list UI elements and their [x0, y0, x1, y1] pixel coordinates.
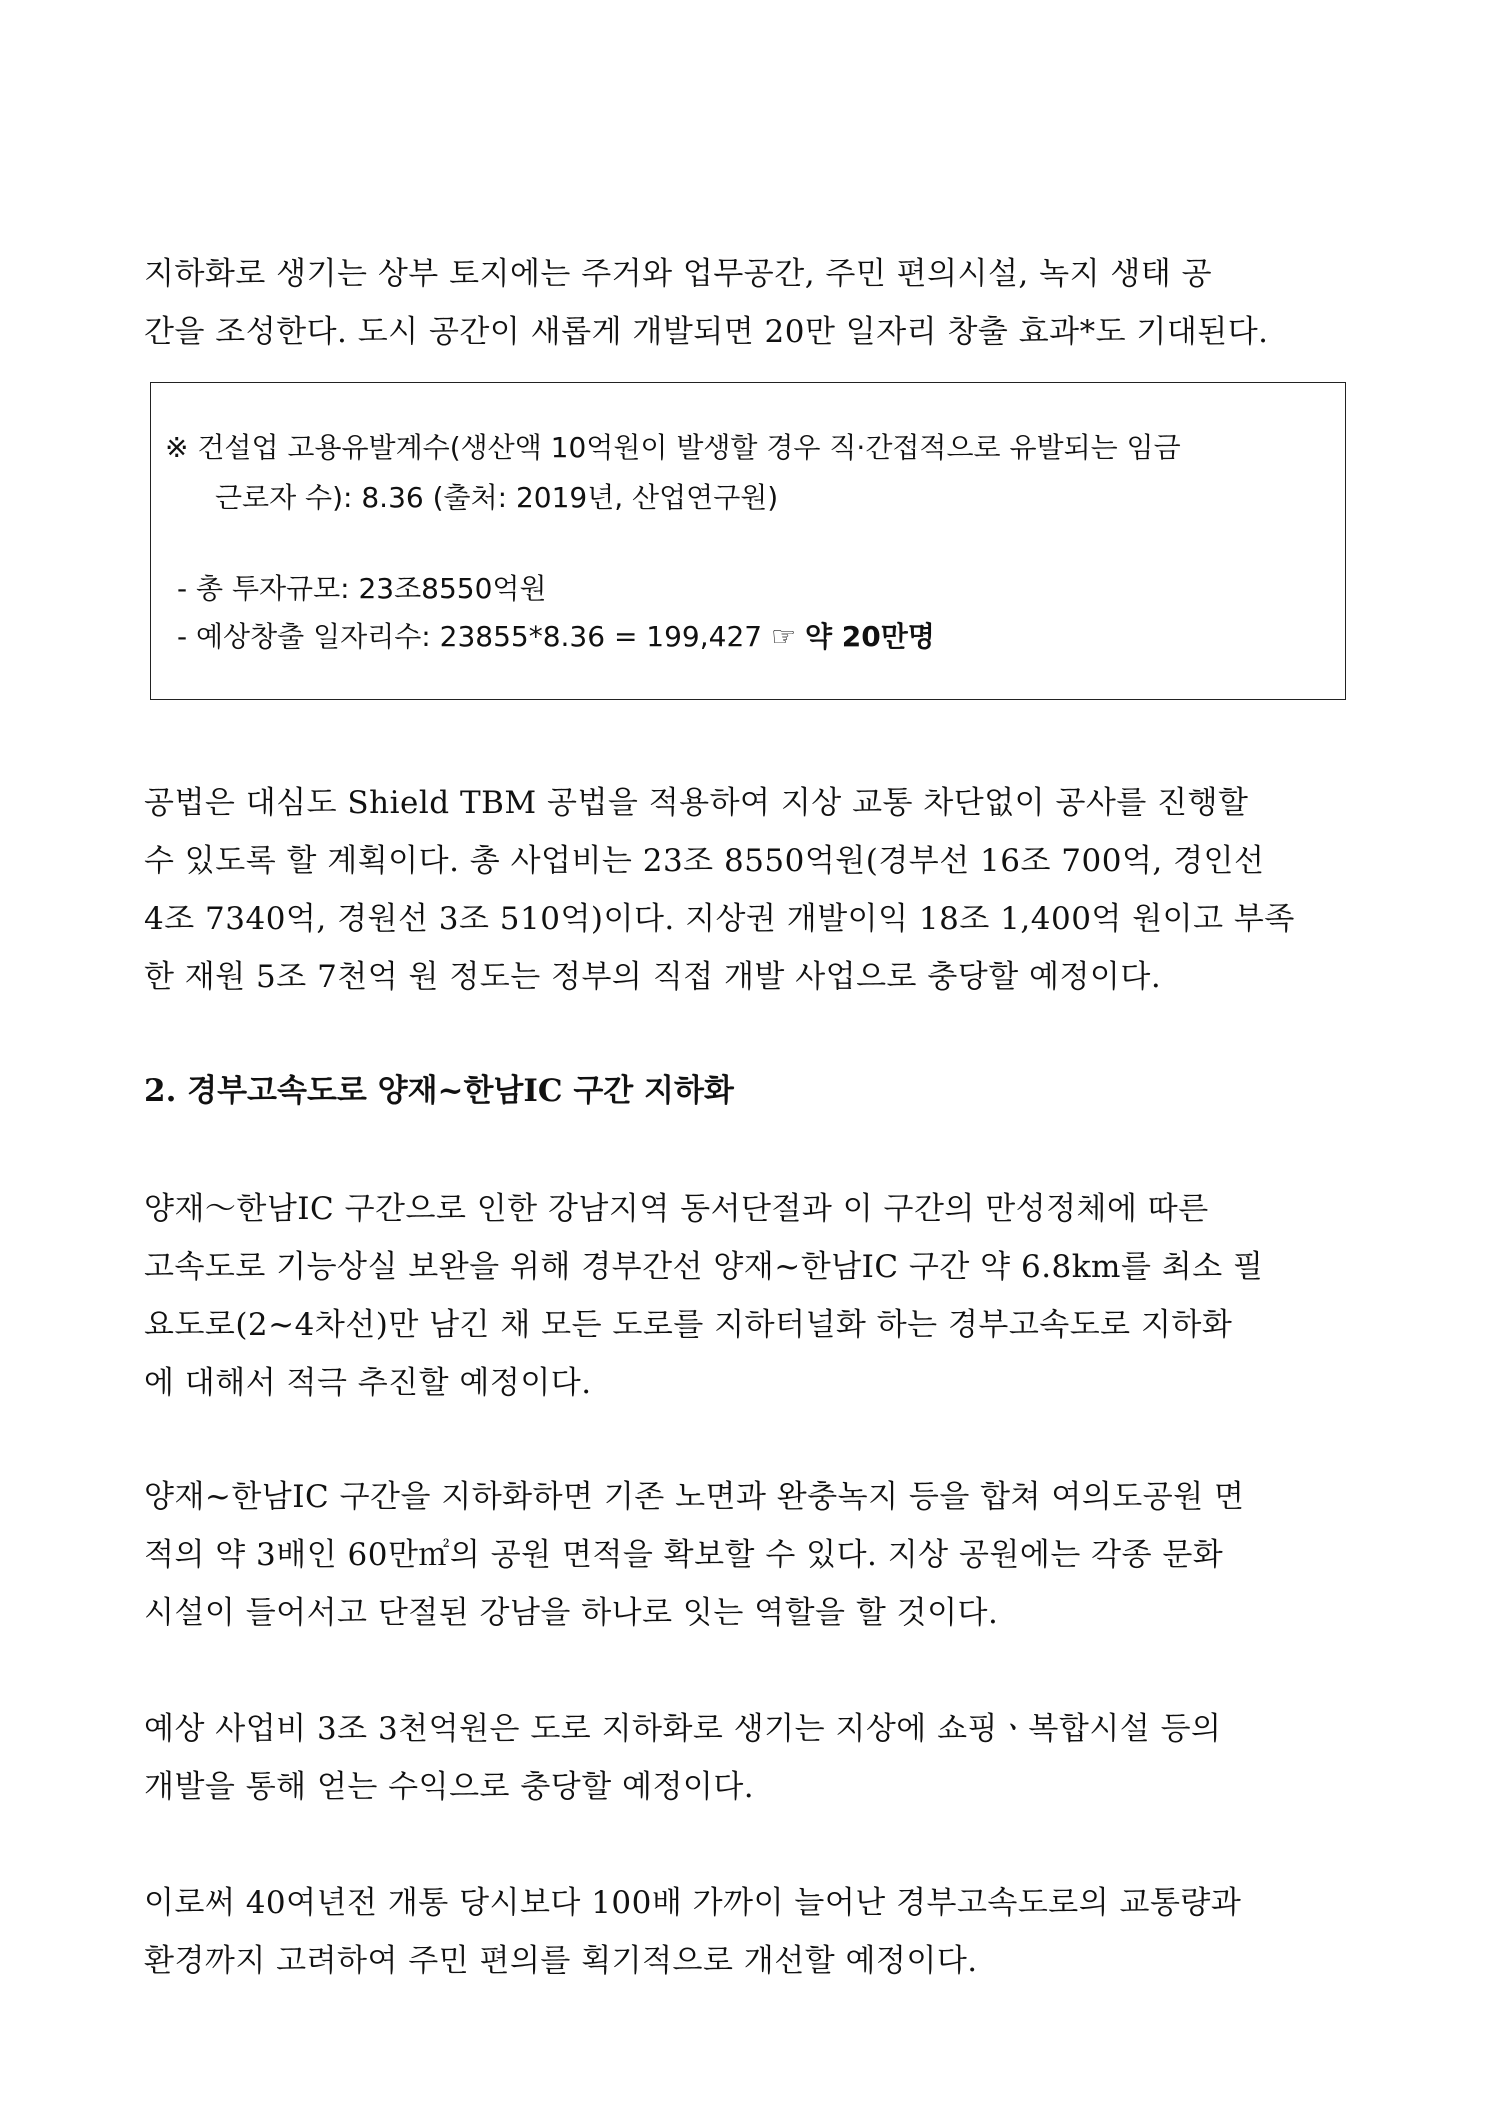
note-jobs-formula: - 예상창출 일자리수: 23855*8.36 = 199,427 ☞ — [177, 620, 805, 653]
text-line: 간을 조성한다. 도시 공간이 새롭게 개발되면 20만 일자리 창출 효과*도 기대된다. — [144, 314, 1269, 350]
paragraph-project-cost — [144, 1700, 1344, 1816]
text-line: 양재~한남IC 구간을 지하화하면 기존 노면과 완충녹지 등을 합쳐 여의도공원 면 — [144, 1479, 1245, 1515]
text-line: 환경까지 고려하여 주민 편의를 획기적으로 개선할 예정이다. — [144, 1943, 978, 1979]
text-line: 적의 약 3배인 60만㎡의 공원 면적을 확보할 수 있다. 지상 공원에는 각종 문화 — [144, 1537, 1224, 1573]
text-line: 시설이 들어서고 단절된 강남을 하나로 잇는 역할을 할 것이다. — [144, 1595, 999, 1631]
text-line: 지하화로 생기는 상부 토지에는 주거와 업무공간, 주민 편의시설, 녹지 생태 공 — [144, 256, 1213, 292]
text-line: 예상 사업비 3조 3천억원은 도로 지하화로 생기는 지상에 쇼핑ㆍ복합시설 등의 — [144, 1711, 1222, 1747]
note-jobs-result: 약 20만명 — [805, 620, 935, 653]
note-line-investment: - 총 투자규모: 23조8550억원 — [177, 572, 547, 605]
section-heading: 2. 경부고속도로 양재~한남IC 구간 지하화 — [144, 1073, 734, 1109]
text-line: 한 재원 5조 7천억 원 정도는 정부의 직접 개발 사업으로 충당할 예정이다. — [144, 959, 1162, 995]
note-line-source: 근로자 수): 8.36 (출처: 2019년, 산업연구원) — [215, 481, 779, 514]
text-line: 개발을 통해 얻는 수익으로 충당할 예정이다. — [144, 1769, 755, 1805]
note-line-definition: ※ 건설업 고용유발계수(생산액 10억원이 발생할 경우 직·간접적으로 유발되는 임금 — [165, 431, 1181, 464]
text-line: 공법은 대심도 Shield TBM 공법을 적용하여 지상 교통 차단없이 공사를 진행할 — [144, 785, 1249, 821]
text-line: 에 대해서 적극 추진할 예정이다. — [144, 1365, 592, 1401]
paragraph-conclusion — [144, 1874, 1344, 1990]
paragraph-gyeongbu-plan — [144, 1180, 1344, 1412]
text-line: 고속도로 기능상실 보완을 위해 경부간선 양재~한남IC 구간 약 6.8km를 최소 필 — [144, 1249, 1264, 1285]
text-line: 양재～한남IC 구간으로 인한 강남지역 동서단절과 이 구간의 만성정체에 따른 — [144, 1191, 1209, 1227]
text-line: 수 있도록 할 계획이다. 총 사업비는 23조 8550억원(경부선 16조 700억, 경인선 — [144, 843, 1265, 879]
paragraph-park-area — [144, 1468, 1344, 1642]
paragraph-land-use — [144, 245, 1344, 361]
note-line-jobs — [177, 617, 935, 657]
text-line: 4조 7340억, 경원선 3조 510억)이다. 지상권 개발이익 18조 1,400억 원이고 부족 — [144, 901, 1295, 937]
text-line: 요도로(2~4차선)만 남긴 채 모든 도로를 지하터널화 하는 경부고속도로 지하화 — [144, 1307, 1233, 1343]
text-line: 이로써 40여년전 개통 당시보다 100배 가까이 늘어난 경부고속도로의 교통량과 — [144, 1885, 1242, 1921]
paragraph-construction-method — [144, 774, 1344, 1006]
note-box — [150, 382, 1346, 700]
